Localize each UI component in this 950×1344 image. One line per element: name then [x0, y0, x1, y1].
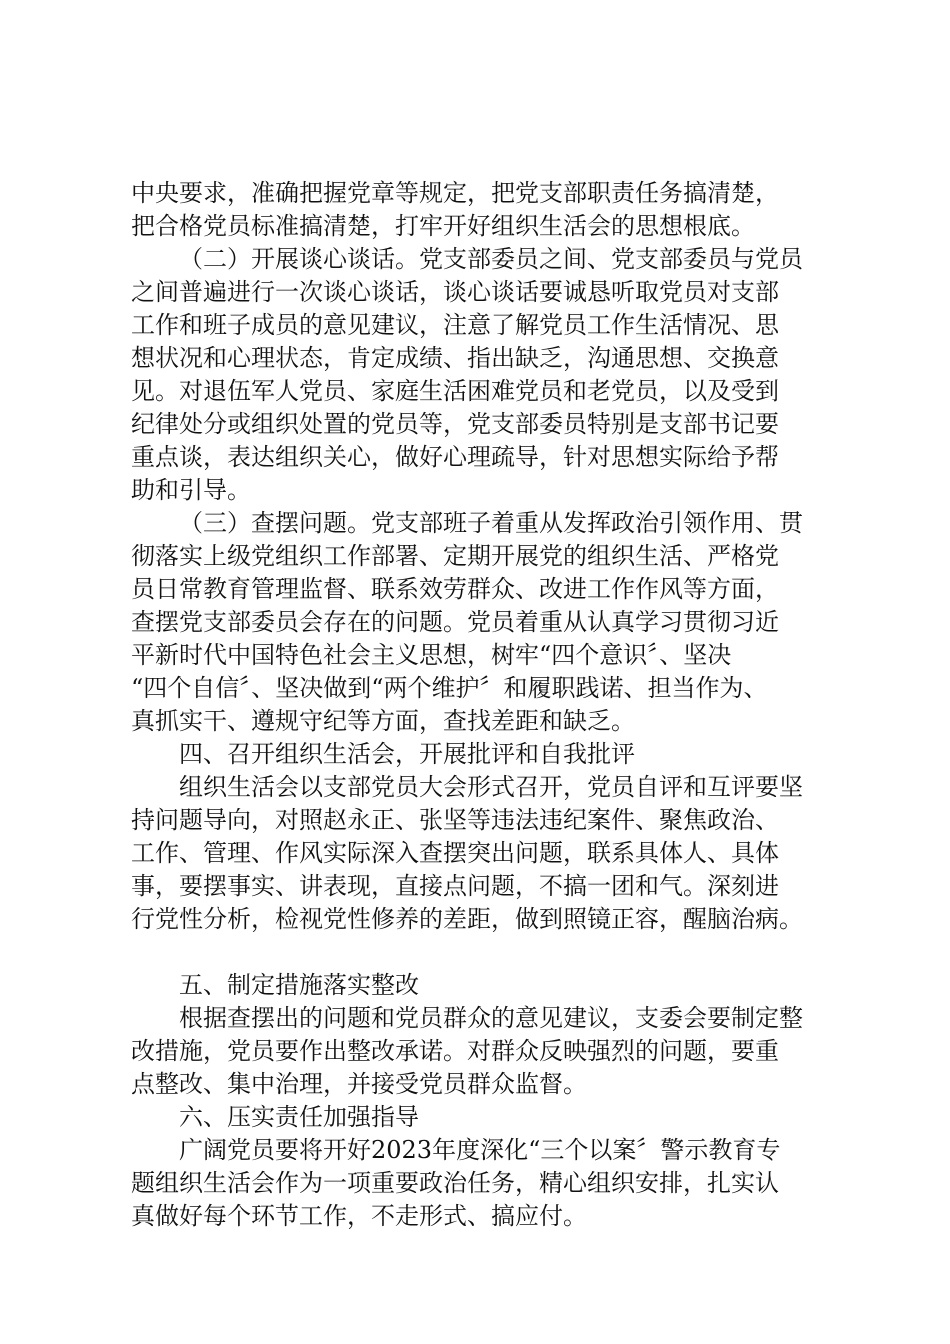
- paragraph-first-line: （二）开展谈心谈话。党支部委员之间、党支部委员与党员: [179, 245, 803, 273]
- section-heading: 五、制定措施落实整改: [179, 971, 419, 999]
- text-line: 想状况和心理状态，肯定成绩、指出缺乏，沟通思想、交换意: [131, 344, 779, 372]
- text-line: 持问题导向，对照赵永正、张坚等违法违纪案件、聚焦政治、: [131, 806, 779, 834]
- text-line: 重点谈，表达组织关心，做好心理疏导，针对思想实际给予帮: [131, 443, 779, 471]
- text-line: 彻落实上级党组织工作部署、定期开展党的组织生活、严格党: [131, 542, 779, 570]
- text-line: 真做好每个环节工作，不走形式、搞应付。: [131, 1202, 587, 1230]
- text-line: 纪律处分或组织处置的党员等，党支部委员特别是支部书记要: [131, 410, 779, 438]
- text-line: 之间普遍进行一次谈心谈话，谈心谈话要诚恳听取党员对支部: [131, 278, 779, 306]
- text-line: 把合格党员标准搞清楚，打牢开好组织生活会的思想根底。: [131, 212, 755, 240]
- section-heading: 四、召开组织生活会，开展批评和自我批评: [179, 740, 635, 768]
- section-heading: 六、压实责任加强指导: [179, 1103, 419, 1131]
- text-line: 题组织生活会作为一项重要政治任务，精心组织安排，扎实认: [131, 1169, 779, 1197]
- text-line: 事，要摆事实、讲表现，直接点问题，不搞一团和气。深刻进: [131, 872, 779, 900]
- text-line: 员日常教育管理监督、联系效劳群众、改进工作作风等方面，: [131, 575, 779, 603]
- text-line: 工作、管理、作风实际深入查摆突出问题，联系具体人、具体: [131, 839, 779, 867]
- text-line: 见。对退伍军人党员、家庭生活困难党员和老党员，以及受到: [131, 377, 779, 405]
- text-line: 助和引导。: [131, 476, 251, 504]
- paragraph-first-line: 根据查摆出的问题和党员群众的意见建议，支委会要制定整: [179, 1004, 803, 1032]
- paragraph-first-line: （三）查摆问题。党支部班子着重从发挥政治引领作用、贯: [179, 509, 803, 537]
- paragraph-first-line: 广阔党员要将开好2023年度深化“三个以案〞警示教育专: [179, 1136, 781, 1164]
- text-line: 改措施，党员要作出整改承诺。对群众反映强烈的问题，要重: [131, 1037, 779, 1065]
- text-line: 平新时代中国特色社会主义思想，树牢“四个意识〞、坚决: [131, 641, 732, 669]
- text-line: 查摆党支部委员会存在的问题。党员着重从认真学习贯彻习近: [131, 608, 779, 636]
- paragraph-first-line: 组织生活会以支部党员大会形式召开，党员自评和互评要坚: [179, 773, 803, 801]
- text-line: 点整改、集中治理，并接受党员群众监督。: [131, 1070, 587, 1098]
- text-line: 中央要求，准确把握党章等规定，把党支部职责任务搞清楚，: [131, 179, 779, 207]
- text-line: 行党性分析，检视党性修养的差距，做到照镜正容，醒脑治病。: [131, 905, 803, 933]
- text-line: 真抓实干、遵规守纪等方面，查找差距和缺乏。: [131, 707, 635, 735]
- text-line: “四个自信〞、坚决做到“两个维护〞和履职践诺、担当作为、: [131, 674, 768, 702]
- text-line: 工作和班子成员的意见建议，注意了解党员工作生活情况、思: [131, 311, 779, 339]
